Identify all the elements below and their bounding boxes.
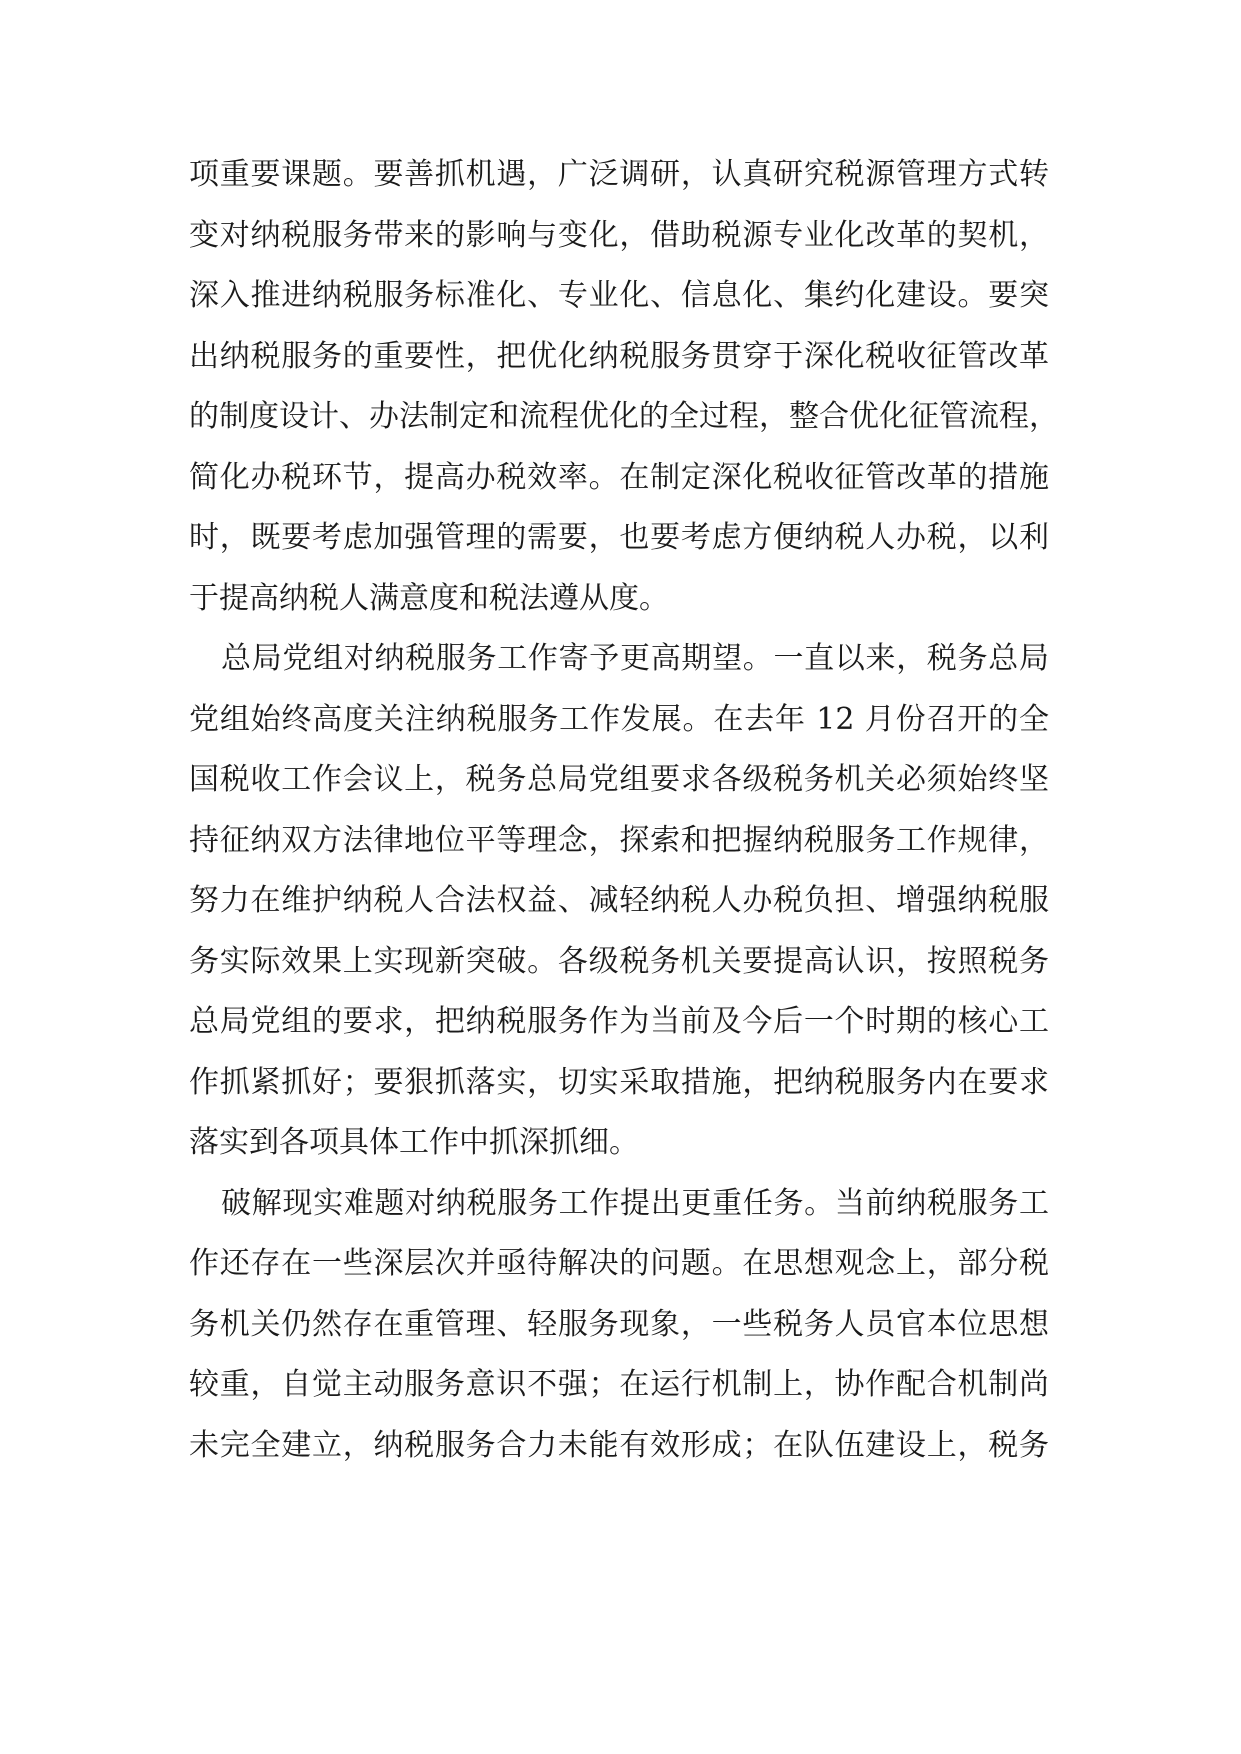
text-line: 于提高纳税人满意度和税法遵从度。 bbox=[189, 580, 669, 616]
text-line: 时，既要考虑加强管理的需要，也要考虑方便纳税人办税，以利 bbox=[189, 520, 1049, 555]
text-line: 的制度设计、办法制定和流程优化的全过程，整合优化征管流程， bbox=[189, 399, 1059, 434]
text-line: 党组始终高度关注纳税服务工作发展。在去年 12 月份召开的全 bbox=[189, 701, 1049, 737]
text-line: 变对纳税服务带来的影响与变化，借助税源专业化改革的契机， bbox=[189, 217, 1049, 253]
text-line: 落实到各项具体工作中抓深抓细。 bbox=[189, 1125, 639, 1160]
text-line: 国税收工作会议上，税务总局党组要求各级税务机关必须始终坚 bbox=[189, 762, 1049, 797]
text-line: 务机关仍然存在重管理、轻服务现象，一些税务人员官本位思想 bbox=[189, 1306, 1049, 1342]
text-line: 破解现实难题对纳税服务工作提出更重任务。当前纳税服务工 bbox=[221, 1185, 1049, 1221]
text-line: 项重要课题。要善抓机遇，广泛调研，认真研究税源管理方式转 bbox=[189, 157, 1049, 192]
text-line: 作还存在一些深层次并亟待解决的问题。在思想观念上，部分税 bbox=[189, 1246, 1049, 1281]
paragraph-2 bbox=[189, 629, 1049, 1174]
text-line: 出纳税服务的重要性，把优化纳税服务贯穿于深化税收征管改革 bbox=[189, 338, 1049, 374]
text-line: 较重，自觉主动服务意识不强；在运行机制上，协作配合机制尚 bbox=[189, 1367, 1049, 1402]
text-line: 未完全建立，纳税服务合力未能有效形成；在队伍建设上，税务 bbox=[189, 1427, 1049, 1463]
paragraph-1 bbox=[189, 145, 1059, 629]
text-line: 深入推进纳税服务标准化、专业化、信息化、集约化建设。要突 bbox=[189, 278, 1049, 313]
paragraph-3 bbox=[189, 1174, 1049, 1477]
text-line: 作抓紧抓好；要狠抓落实，切实采取措施，把纳税服务内在要求 bbox=[189, 1064, 1049, 1100]
document-body bbox=[189, 145, 1059, 1476]
text-line: 努力在维护纳税人合法权益、减轻纳税人办税负担、增强纳税服 bbox=[189, 883, 1049, 918]
text-line: 持征纳双方法律地位平等理念，探索和把握纳税服务工作规律， bbox=[189, 822, 1049, 858]
text-line: 总局党组的要求，把纳税服务作为当前及今后一个时期的核心工 bbox=[189, 1004, 1049, 1039]
text-line: 务实际效果上实现新突破。各级税务机关要提高认识，按照税务 bbox=[189, 943, 1049, 979]
text-line: 总局党组对纳税服务工作寄予更高期望。一直以来，税务总局 bbox=[221, 641, 1049, 676]
text-line: 简化办税环节，提高办税效率。在制定深化税收征管改革的措施 bbox=[189, 459, 1049, 495]
